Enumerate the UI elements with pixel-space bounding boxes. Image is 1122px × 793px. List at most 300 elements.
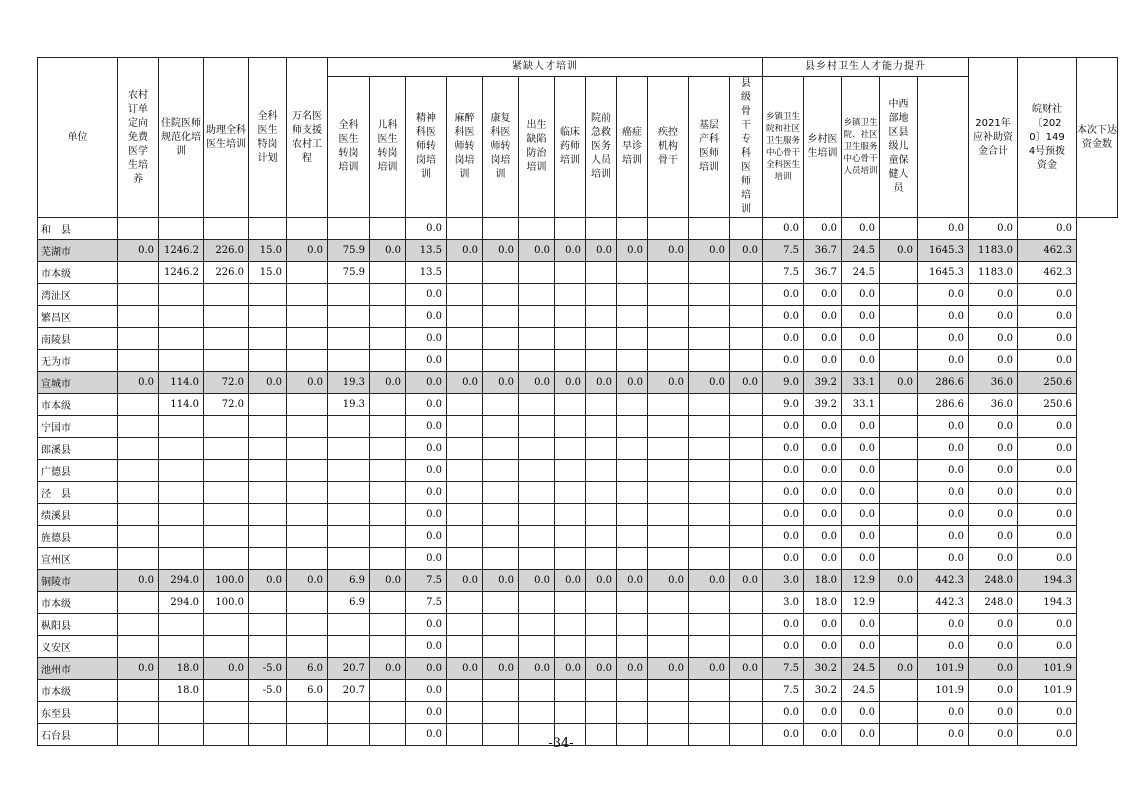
value-cell: 0.0 (804, 218, 842, 240)
value-cell: 0.0 (804, 504, 842, 526)
value-cell (287, 306, 328, 328)
value-cell: 0.0 (918, 218, 969, 240)
value-cell: 0.0 (1018, 328, 1077, 350)
value-cell: 0.0 (969, 416, 1018, 438)
value-cell (519, 592, 555, 614)
value-cell (159, 636, 204, 658)
value-cell (617, 284, 648, 306)
value-cell (287, 350, 328, 372)
value-cell (483, 394, 519, 416)
value-cell: 0.0 (842, 284, 880, 306)
value-cell (730, 702, 763, 724)
value-cell: 0.0 (880, 372, 918, 394)
value-cell: 0.0 (1018, 548, 1077, 570)
value-cell: 9.0 (763, 372, 804, 394)
header-gp-transfer: 全科医生转岗培训 (328, 77, 370, 218)
value-cell: 0.0 (918, 284, 969, 306)
value-cell (328, 636, 370, 658)
value-cell (648, 548, 689, 570)
value-cell (689, 416, 730, 438)
value-cell: 0.0 (648, 372, 689, 394)
value-cell: 0.0 (804, 460, 842, 482)
value-cell (689, 306, 730, 328)
value-cell (118, 504, 159, 526)
value-cell: 286.6 (918, 394, 969, 416)
value-cell (118, 306, 159, 328)
value-cell (880, 306, 918, 328)
value-cell (586, 482, 617, 504)
value-cell: 24.5 (842, 658, 880, 680)
value-cell (519, 526, 555, 548)
value-cell (249, 482, 287, 504)
value-cell: 0.0 (1018, 306, 1077, 328)
value-cell: 101.9 (918, 658, 969, 680)
value-cell (689, 548, 730, 570)
unit-name-cell: 旌德县 (38, 526, 118, 548)
value-cell (159, 438, 204, 460)
value-cell (118, 482, 159, 504)
value-cell (370, 262, 406, 284)
value-cell (648, 284, 689, 306)
value-cell: 0.0 (617, 658, 648, 680)
value-cell (555, 328, 586, 350)
value-cell (880, 328, 918, 350)
value-cell: 0.0 (880, 658, 918, 680)
value-cell: 114.0 (159, 372, 204, 394)
unit-name-cell: 市本级 (38, 680, 118, 702)
value-cell: 0.0 (969, 350, 1018, 372)
header-village-group: 县乡村卫生人才能力提升 (763, 58, 969, 77)
value-cell (689, 526, 730, 548)
value-cell (519, 306, 555, 328)
value-cell: 0.0 (880, 570, 918, 592)
value-cell: 15.0 (249, 240, 287, 262)
value-cell: 248.0 (969, 570, 1018, 592)
value-cell (287, 482, 328, 504)
value-cell: 0.0 (918, 526, 969, 548)
value-cell (370, 350, 406, 372)
value-cell (730, 416, 763, 438)
header-anesthesia: 麻醉科医师转岗培训 (447, 77, 483, 218)
value-cell (689, 328, 730, 350)
header-gp-special: 全科医生特岗计划 (249, 58, 287, 218)
value-cell: 462.3 (1018, 262, 1077, 284)
value-cell (118, 218, 159, 240)
value-cell: 0.0 (483, 658, 519, 680)
value-cell: -5.0 (249, 658, 287, 680)
value-cell: 0.0 (804, 306, 842, 328)
value-cell: 0.0 (406, 460, 447, 482)
value-cell (617, 416, 648, 438)
value-cell (483, 636, 519, 658)
value-cell (689, 614, 730, 636)
value-cell: 0.0 (763, 504, 804, 526)
value-cell (555, 504, 586, 526)
value-cell (370, 526, 406, 548)
value-cell (519, 438, 555, 460)
value-cell: 0.0 (918, 460, 969, 482)
value-cell: 294.0 (159, 570, 204, 592)
value-cell (204, 548, 249, 570)
value-cell: 0.0 (406, 658, 447, 680)
value-cell: 72.0 (204, 394, 249, 416)
value-cell: 0.0 (406, 416, 447, 438)
value-cell: 101.9 (1018, 658, 1077, 680)
value-cell: 0.0 (1018, 482, 1077, 504)
unit-name-cell: 铜陵市 (38, 570, 118, 592)
value-cell: 0.0 (370, 570, 406, 592)
value-cell: 0.0 (763, 702, 804, 724)
value-cell: 0.0 (1018, 218, 1077, 240)
value-cell: 0.0 (804, 724, 842, 746)
value-cell: 33.1 (842, 372, 880, 394)
value-cell (648, 636, 689, 658)
value-cell: 0.0 (969, 460, 1018, 482)
value-cell (880, 482, 918, 504)
header-assistant-gp: 助理全科医生培训 (204, 58, 249, 218)
value-cell: 0.0 (804, 438, 842, 460)
value-cell (730, 548, 763, 570)
value-cell (586, 548, 617, 570)
value-cell: 0.0 (842, 218, 880, 240)
value-cell: 0.0 (918, 438, 969, 460)
value-cell (204, 350, 249, 372)
value-cell (447, 680, 483, 702)
value-cell (689, 592, 730, 614)
value-cell (555, 614, 586, 636)
value-cell: 0.0 (804, 614, 842, 636)
table-row (38, 240, 1118, 262)
value-cell: 15.0 (249, 262, 287, 284)
value-cell: 7.5 (763, 658, 804, 680)
value-cell: 0.0 (969, 218, 1018, 240)
value-cell (328, 548, 370, 570)
value-cell (159, 702, 204, 724)
value-cell (483, 460, 519, 482)
value-cell (519, 262, 555, 284)
value-cell (880, 592, 918, 614)
value-cell (118, 702, 159, 724)
value-cell: 0.0 (447, 658, 483, 680)
value-cell: 0.0 (918, 548, 969, 570)
value-cell: 7.5 (763, 262, 804, 284)
value-cell (519, 394, 555, 416)
value-cell (586, 526, 617, 548)
value-cell (204, 328, 249, 350)
value-cell: 0.0 (287, 570, 328, 592)
value-cell: 12.9 (842, 570, 880, 592)
value-cell (328, 416, 370, 438)
value-cell: 0.0 (918, 482, 969, 504)
value-cell (689, 482, 730, 504)
value-cell (249, 592, 287, 614)
value-cell: 0.0 (1018, 416, 1077, 438)
unit-name-cell: 繁昌区 (38, 306, 118, 328)
value-cell: 0.0 (287, 240, 328, 262)
value-cell (880, 350, 918, 372)
value-cell (287, 548, 328, 570)
value-cell: 0.0 (969, 526, 1018, 548)
value-cell: 19.3 (328, 394, 370, 416)
table-row (38, 262, 1118, 284)
table-row (38, 658, 1118, 680)
table-row (38, 592, 1118, 614)
header-pediatric: 儿科医生转岗培训 (370, 77, 406, 218)
value-cell (586, 702, 617, 724)
value-cell (648, 614, 689, 636)
value-cell: 19.3 (328, 372, 370, 394)
value-cell (648, 328, 689, 350)
header-total-2021: 2021年应补助资金合计 (969, 58, 1018, 218)
value-cell: 0.0 (689, 240, 730, 262)
value-cell: 1183.0 (969, 262, 1018, 284)
value-cell (483, 702, 519, 724)
value-cell: 286.6 (918, 372, 969, 394)
value-cell (519, 328, 555, 350)
header-township-backbone: 乡镇卫生院和社区卫生服务中心骨干全科医生培训 (763, 77, 804, 218)
value-cell (204, 284, 249, 306)
value-cell (287, 328, 328, 350)
value-cell (617, 306, 648, 328)
value-cell: 0.0 (204, 658, 249, 680)
value-cell: 194.3 (1018, 570, 1077, 592)
value-cell (689, 350, 730, 372)
value-cell (447, 526, 483, 548)
unit-name-cell: 和 县 (38, 218, 118, 240)
value-cell (519, 504, 555, 526)
value-cell: 0.0 (842, 614, 880, 636)
value-cell (483, 306, 519, 328)
value-cell: 0.0 (118, 240, 159, 262)
value-cell (648, 438, 689, 460)
value-cell: 0.0 (763, 614, 804, 636)
value-cell: 0.0 (555, 570, 586, 592)
value-cell: 7.5 (406, 592, 447, 614)
value-cell: 0.0 (1018, 526, 1077, 548)
value-cell (159, 416, 204, 438)
value-cell: 0.0 (586, 658, 617, 680)
value-cell: 0.0 (370, 658, 406, 680)
value-cell (730, 438, 763, 460)
value-cell (159, 482, 204, 504)
value-cell (447, 328, 483, 350)
value-cell (555, 350, 586, 372)
value-cell: 0.0 (118, 372, 159, 394)
value-cell (689, 636, 730, 658)
table-row (38, 614, 1118, 636)
value-cell: 0.0 (969, 614, 1018, 636)
value-cell: 0.0 (447, 240, 483, 262)
value-cell: 0.0 (969, 658, 1018, 680)
value-cell (730, 262, 763, 284)
value-cell: 226.0 (204, 240, 249, 262)
table-row (38, 548, 1118, 570)
value-cell (118, 680, 159, 702)
value-cell: 0.0 (519, 372, 555, 394)
value-cell (159, 526, 204, 548)
value-cell (730, 592, 763, 614)
value-cell: 0.0 (969, 284, 1018, 306)
value-cell: 0.0 (804, 284, 842, 306)
value-cell (617, 636, 648, 658)
value-cell (617, 438, 648, 460)
value-cell (287, 262, 328, 284)
value-cell (328, 328, 370, 350)
value-cell (880, 680, 918, 702)
value-cell: 24.5 (842, 680, 880, 702)
value-cell: 0.0 (483, 372, 519, 394)
value-cell: 0.0 (804, 328, 842, 350)
value-cell (249, 438, 287, 460)
value-cell (730, 526, 763, 548)
value-cell: 0.0 (763, 328, 804, 350)
value-cell (370, 284, 406, 306)
value-cell (447, 548, 483, 570)
table-row (38, 416, 1118, 438)
value-cell (586, 460, 617, 482)
value-cell (617, 460, 648, 482)
value-cell: 1645.3 (918, 262, 969, 284)
value-cell (370, 636, 406, 658)
value-cell: 0.0 (689, 658, 730, 680)
value-cell: 0.0 (804, 526, 842, 548)
value-cell (555, 548, 586, 570)
value-cell: 0.0 (406, 218, 447, 240)
value-cell: 0.0 (804, 702, 842, 724)
value-cell (204, 614, 249, 636)
value-cell: 0.0 (406, 372, 447, 394)
value-cell (249, 328, 287, 350)
value-cell (483, 504, 519, 526)
value-cell (249, 636, 287, 658)
value-cell (204, 526, 249, 548)
value-cell (880, 218, 918, 240)
header-prefund: 皖财社〔2020〕1494号预拨资金 (1018, 58, 1077, 218)
value-cell (328, 350, 370, 372)
value-cell: 0.0 (804, 482, 842, 504)
value-cell: 75.9 (328, 262, 370, 284)
value-cell: 0.0 (406, 284, 447, 306)
value-cell (249, 702, 287, 724)
table-row (38, 306, 1118, 328)
unit-name-cell: 市本级 (38, 394, 118, 416)
value-cell: 1246.2 (159, 240, 204, 262)
value-cell: 0.0 (406, 394, 447, 416)
value-cell (118, 262, 159, 284)
table-row (38, 350, 1118, 372)
value-cell: 0.0 (370, 240, 406, 262)
value-cell (880, 262, 918, 284)
value-cell: 0.0 (586, 372, 617, 394)
value-cell (519, 218, 555, 240)
value-cell: 0.0 (406, 328, 447, 350)
value-cell: 36.0 (969, 394, 1018, 416)
value-cell (447, 438, 483, 460)
value-cell (617, 218, 648, 240)
value-cell: 0.0 (918, 328, 969, 350)
value-cell (648, 262, 689, 284)
value-cell: 0.0 (918, 306, 969, 328)
value-cell: 0.0 (555, 240, 586, 262)
value-cell: 462.3 (1018, 240, 1077, 262)
value-cell (118, 526, 159, 548)
value-cell (586, 394, 617, 416)
value-cell: 0.0 (969, 306, 1018, 328)
unit-name-cell: 郎溪县 (38, 438, 118, 460)
value-cell (447, 416, 483, 438)
value-cell (586, 614, 617, 636)
value-cell (159, 504, 204, 526)
value-cell (519, 702, 555, 724)
value-cell (118, 460, 159, 482)
value-cell (118, 284, 159, 306)
value-cell (370, 702, 406, 724)
value-cell: 0.0 (918, 350, 969, 372)
header-child-health: 中西部地区县级儿童保健人员 (880, 77, 918, 218)
value-cell: 9.0 (763, 394, 804, 416)
value-cell (689, 284, 730, 306)
value-cell: 6.9 (328, 570, 370, 592)
value-cell: 72.0 (204, 372, 249, 394)
value-cell: 100.0 (204, 570, 249, 592)
value-cell: 0.0 (118, 570, 159, 592)
value-cell: 13.5 (406, 262, 447, 284)
value-cell (328, 526, 370, 548)
table-row (38, 460, 1118, 482)
value-cell (118, 438, 159, 460)
value-cell: 0.0 (918, 614, 969, 636)
value-cell: 0.0 (586, 240, 617, 262)
value-cell (204, 460, 249, 482)
value-cell (447, 218, 483, 240)
value-cell (118, 636, 159, 658)
value-cell (159, 350, 204, 372)
header-village-doctor: 乡村医生培训 (804, 77, 842, 218)
unit-name-cell: 东至县 (38, 702, 118, 724)
table-row (38, 284, 1118, 306)
value-cell: 0.0 (763, 306, 804, 328)
value-cell: 0.0 (842, 328, 880, 350)
value-cell (204, 702, 249, 724)
value-cell: 1645.3 (918, 240, 969, 262)
value-cell (370, 328, 406, 350)
value-cell: 6.0 (287, 680, 328, 702)
value-cell (519, 460, 555, 482)
page-number: -34- (548, 736, 574, 751)
value-cell: 0.0 (1018, 614, 1077, 636)
value-cell (730, 482, 763, 504)
value-cell: 0.0 (763, 438, 804, 460)
value-cell (249, 416, 287, 438)
value-cell (730, 284, 763, 306)
table-row (38, 504, 1118, 526)
value-cell (370, 438, 406, 460)
value-cell (880, 614, 918, 636)
value-cell (204, 482, 249, 504)
value-cell (586, 350, 617, 372)
value-cell (880, 284, 918, 306)
value-cell (287, 416, 328, 438)
value-cell (483, 680, 519, 702)
value-cell (447, 262, 483, 284)
value-cell (880, 438, 918, 460)
value-cell (689, 702, 730, 724)
table-row (38, 394, 1118, 416)
header-birth-defect: 出生缺陷防治培训 (519, 77, 555, 218)
value-cell (617, 614, 648, 636)
value-cell (648, 350, 689, 372)
value-cell (730, 460, 763, 482)
